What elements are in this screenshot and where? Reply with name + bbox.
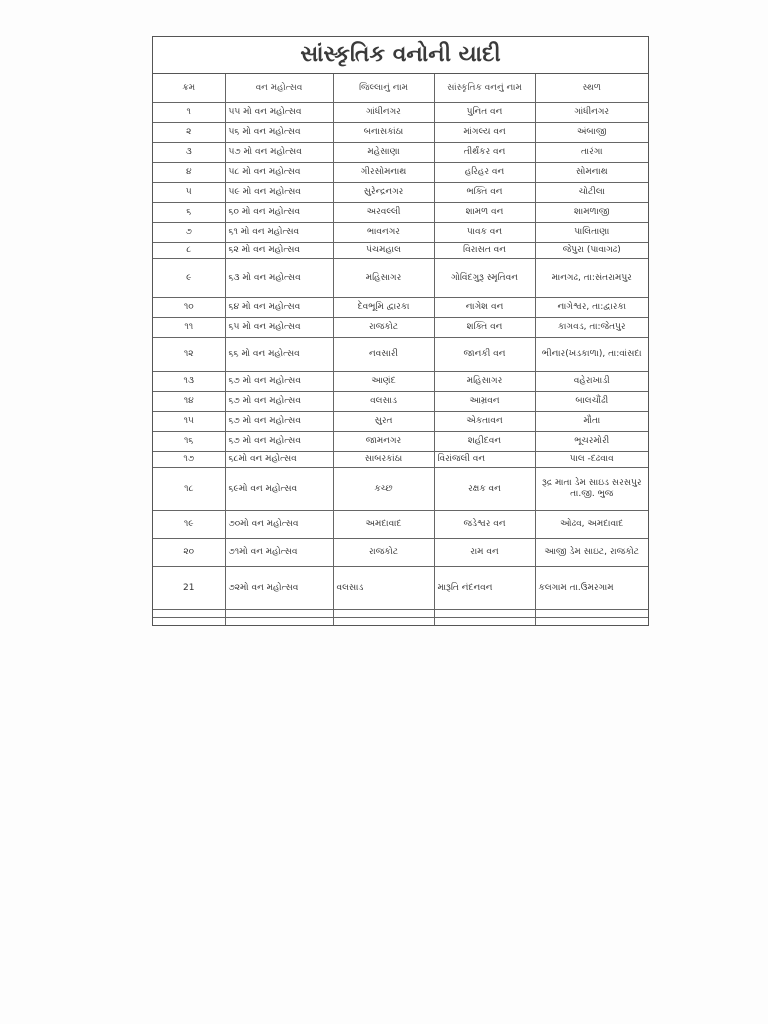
cell-district: કચ્છ (333, 468, 434, 511)
cell-place: નાગેશ્વર, તા:દ્વારકા (535, 298, 648, 318)
cell-district: જામનગર (333, 432, 434, 452)
cell-district: ગીરસોમનાથ (333, 163, 434, 183)
cell-van: રક્ષક વન (434, 468, 535, 511)
cell-sn: ૧૨ (153, 338, 225, 372)
cell-district: ભાવનગર (333, 223, 434, 243)
document-title: સાંસ્કૃતિક વનોની યાદી (153, 37, 648, 74)
cell-sn: ૧૯ (153, 511, 225, 539)
cell-mahotsav: ૬૯મો વન મહોત્સવ (225, 468, 333, 511)
cell-mahotsav: ૬૦ મો વન મહોત્સવ (225, 203, 333, 223)
header-van: સાંસ્કૃતિક વનનું નામ (434, 74, 535, 103)
cell-place: પાલ -દઢવાવ (535, 452, 648, 468)
table-row (153, 143, 648, 163)
cell-van: જાનકી વન (434, 338, 535, 372)
table-row (153, 412, 648, 432)
cell-van: માંગલ્ય વન (434, 123, 535, 143)
header-sn: ક્રમ (153, 74, 225, 103)
cell-place: જેપુરા (પાવાગઢ) (535, 243, 648, 259)
cell-mahotsav: ૬૩ મો વન મહોત્સવ (225, 259, 333, 298)
header-place: સ્થળ (535, 74, 648, 103)
cell-sn: ૧૪ (153, 392, 225, 412)
cell-district: મહિસાગર (333, 259, 434, 298)
cell-district: નવસારી (333, 338, 434, 372)
cell-van: રામ વન (434, 539, 535, 567)
cell-district: અરવલ્લી (333, 203, 434, 223)
cell-van: તીર્થંકર વન (434, 143, 535, 163)
cell-place: ચોટીલા (535, 183, 648, 203)
table-row (153, 452, 648, 468)
table-row (153, 392, 648, 412)
cell-place: કલગામ તા.ઉમરગામ (535, 567, 648, 610)
cell-sn: ૯ (153, 259, 225, 298)
cell-mahotsav: ૫૯ મો વન મહોત્સવ (225, 183, 333, 203)
cell-district: દેવભૂમિ દ્વારકા (333, 298, 434, 318)
cell-van: શક્તિ વન (434, 318, 535, 338)
cell-district: સુરેન્દ્રનગર (333, 183, 434, 203)
cell-van: શામળ વન (434, 203, 535, 223)
cell-van: આમ્રવન (434, 392, 535, 412)
cell-mahotsav: ૬૪ મો વન મહોત્સવ (225, 298, 333, 318)
cell-sn: ૧૫ (153, 412, 225, 432)
cell-district: રાજકોટ (333, 539, 434, 567)
table-row (153, 203, 648, 223)
table-row (153, 183, 648, 203)
cell-sn: ૧૭ (153, 452, 225, 468)
header-mahotsav: વન મહોત્સવ (225, 74, 333, 103)
table-row (153, 539, 648, 567)
cell-sn: ૮ (153, 243, 225, 259)
cell-sn: ૧૩ (153, 372, 225, 392)
cell-place: ભૂચરમોરી (535, 432, 648, 452)
table-row (153, 511, 648, 539)
cell-mahotsav: ૬૨ મો વન મહોત્સવ (225, 243, 333, 259)
cell-place: ગાંધીનગર (535, 103, 648, 123)
table-row (153, 103, 648, 123)
cell-place: કાગવડ, તા:જેતપુર (535, 318, 648, 338)
cell-sn: ૨ (153, 123, 225, 143)
empty-row (153, 610, 648, 618)
cell-mahotsav: ૭૧મો વન મહોત્સવ (225, 539, 333, 567)
cell-sn: ૧ (153, 103, 225, 123)
cell-place: તારંગા (535, 143, 648, 163)
cell-place: સોમનાથ (535, 163, 648, 183)
cell-place: વહેરાખાડી (535, 372, 648, 392)
cell-district: વલસાડ (333, 567, 434, 610)
cell-van: હરિહર વન (434, 163, 535, 183)
cell-place: અંબાજી (535, 123, 648, 143)
empty-row (153, 618, 648, 626)
cell-van: નાગેશ વન (434, 298, 535, 318)
cell-place: મૌતા (535, 412, 648, 432)
cell-mahotsav: ૭૨મો વન મહોત્સવ (225, 567, 333, 610)
cell-sn: ૬ (153, 203, 225, 223)
cell-district: વલસાડ (333, 392, 434, 412)
cell-van: ગોવિંદગુરૂ સ્મૃતિવન (434, 259, 535, 298)
cell-sn: ૨૦ (153, 539, 225, 567)
cell-van: શહીદવન (434, 432, 535, 452)
cell-district: ગાંધીનગર (333, 103, 434, 123)
cell-district: અમદાવાદ (333, 511, 434, 539)
cell-place: ભીનાર(ખડકાળા), તા:વાંસદા (535, 338, 648, 372)
cell-van: વિરાસત વન (434, 243, 535, 259)
cell-mahotsav: ૬૧ મો વન મહોત્સવ (225, 223, 333, 243)
table-row (153, 243, 648, 259)
cell-district: સાબરકાંઠા (333, 452, 434, 468)
cell-place: આજી ડેમ સાઇટ, રાજકોટ (535, 539, 648, 567)
cell-mahotsav: ૫૫ મો વન મહોત્સવ (225, 103, 333, 123)
table-row (153, 318, 648, 338)
cell-sn: 21 (153, 567, 225, 610)
cell-mahotsav: ૬૬ મો વન મહોત્સવ (225, 338, 333, 372)
header-district: જિલ્લાનું નામ (333, 74, 434, 103)
table-row (153, 338, 648, 372)
cell-place: માનગઢ, તા:સંતરામપુર (535, 259, 648, 298)
cell-mahotsav: ૬૭ મો વન મહોત્સવ (225, 412, 333, 432)
cell-district: રાજકોટ (333, 318, 434, 338)
cell-van: પાવક વન (434, 223, 535, 243)
cell-mahotsav: ૫૬ મો વન મહોત્સવ (225, 123, 333, 143)
cell-place: શામળાજી (535, 203, 648, 223)
cell-mahotsav: ૫૮ મો વન મહોત્સવ (225, 163, 333, 183)
cell-van: ભક્તિ વન (434, 183, 535, 203)
cell-mahotsav: ૭૦મો વન મહોત્સવ (225, 511, 333, 539)
cell-sn: ૧૧ (153, 318, 225, 338)
cell-sn: ૧૦ (153, 298, 225, 318)
cell-mahotsav: ૬૭ મો વન મહોત્સવ (225, 432, 333, 452)
cell-mahotsav: ૫૭ મો વન મહોત્સવ (225, 143, 333, 163)
cell-district: સુરત (333, 412, 434, 432)
cell-district: પંચમહાલ (333, 243, 434, 259)
cell-van: એકતાવન (434, 412, 535, 432)
cell-mahotsav: ૬૮મો વન મહોત્સવ (225, 452, 333, 468)
table-row (153, 259, 648, 298)
cell-sn: ૧૬ (153, 432, 225, 452)
document-sheet (152, 36, 649, 626)
cell-van: મારૂતિ નંદનવન (434, 567, 535, 610)
table-row (153, 123, 648, 143)
cell-sn: ૭ (153, 223, 225, 243)
table-row (153, 298, 648, 318)
table-row (153, 372, 648, 392)
cell-mahotsav: ૬૭ મો વન મહોત્સવ (225, 392, 333, 412)
forest-list-table (153, 74, 648, 625)
cell-district: આણંદ (333, 372, 434, 392)
cell-mahotsav: ૬૫ મો વન મહોત્સવ (225, 318, 333, 338)
cell-sn: ૧૮ (153, 468, 225, 511)
cell-place: રૂદ્ર માતા ડેમ સાઇડ સરસપુર તા.જી. ભુજ (535, 468, 648, 511)
table-row (153, 163, 648, 183)
table-row (153, 223, 648, 243)
cell-sn: ૫ (153, 183, 225, 203)
cell-van: પુનિત વન (434, 103, 535, 123)
cell-district: મહેસાણા (333, 143, 434, 163)
table-row (153, 432, 648, 452)
cell-place: ઓઢવ, અમદાવાદ (535, 511, 648, 539)
table-row (153, 567, 648, 610)
table-row (153, 468, 648, 511)
cell-van: વિરાંજલી વન (434, 452, 535, 468)
cell-sn: ૪ (153, 163, 225, 183)
cell-place: બાલચૌંઢી (535, 392, 648, 412)
cell-district: બનાસકાંઠા (333, 123, 434, 143)
cell-sn: ૩ (153, 143, 225, 163)
cell-van: મહિસાગર (434, 372, 535, 392)
cell-van: જડેશ્વર વન (434, 511, 535, 539)
cell-place: પાલિતાણા (535, 223, 648, 243)
cell-mahotsav: ૬૭ મો વન મહોત્સવ (225, 372, 333, 392)
table-header-row (153, 74, 648, 103)
